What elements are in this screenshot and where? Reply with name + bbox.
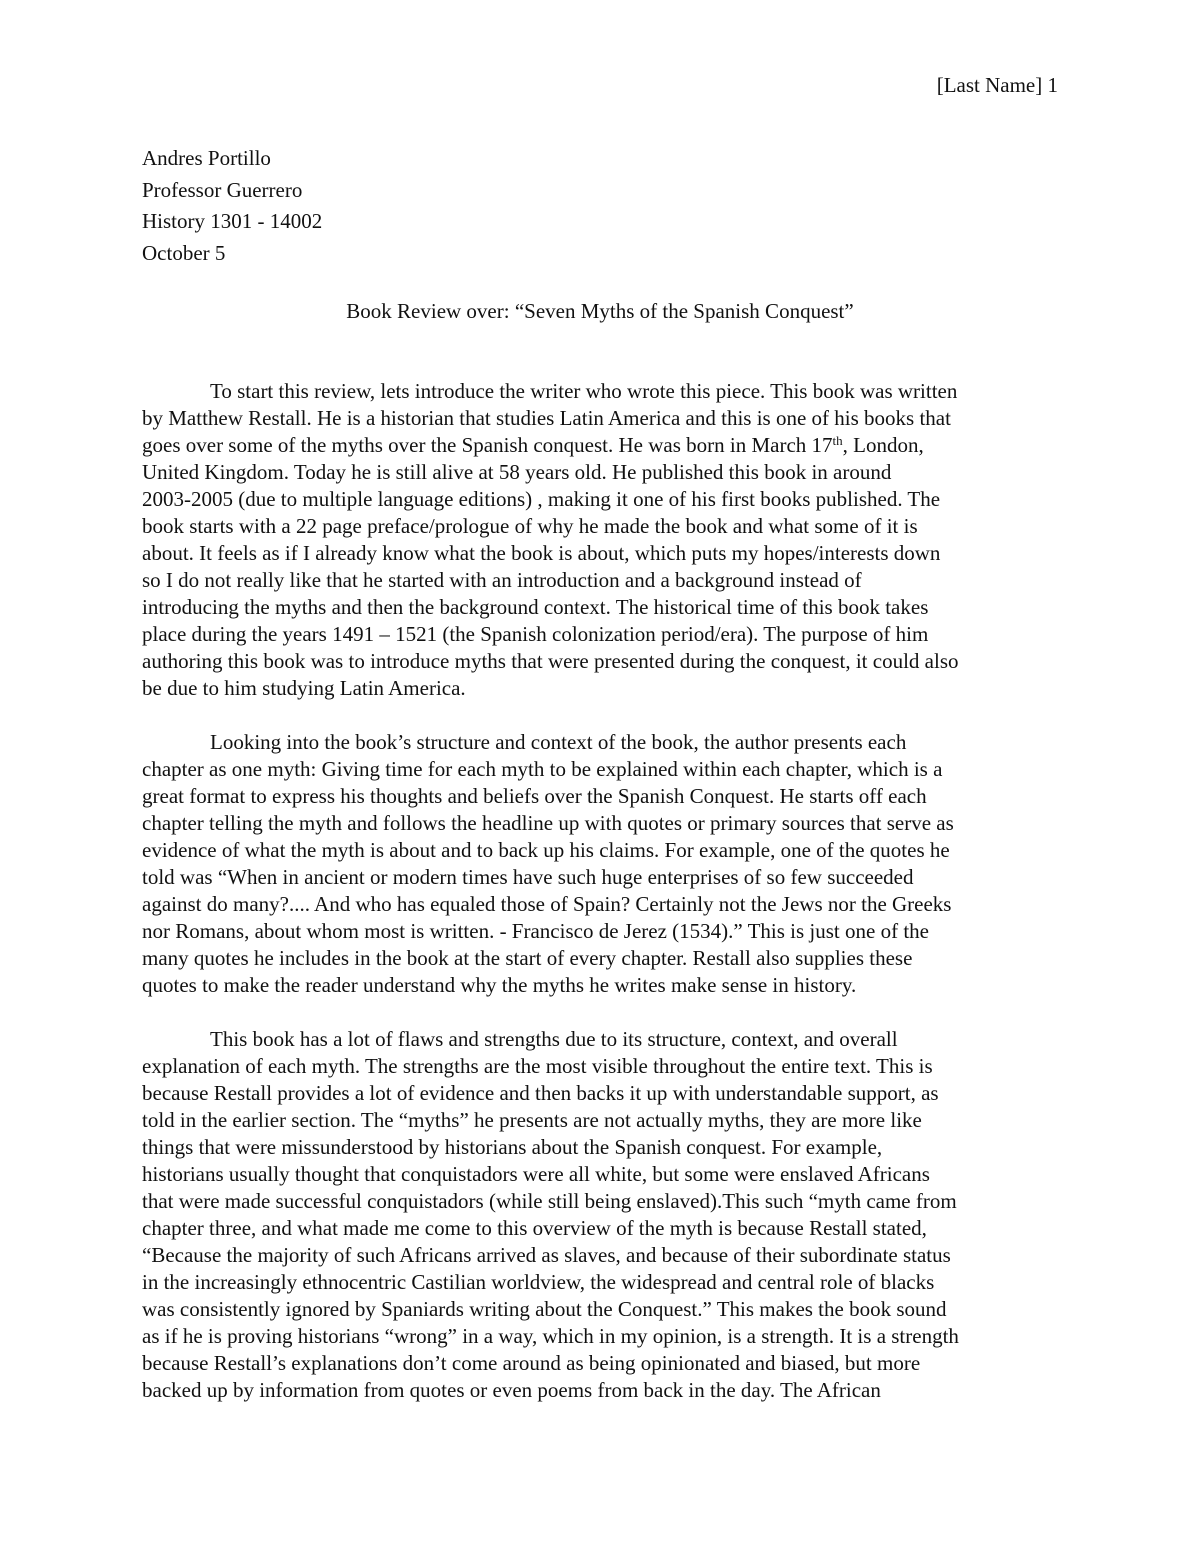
- paragraph-line: was consistently ignored by Spaniards writing about the Conquest.” This makes the book sound: [142, 1297, 947, 1321]
- paragraph-line: told in the earlier section. The “myths” he presents are not actually myths, they are more like: [142, 1108, 922, 1132]
- paragraph-line: be due to him studying Latin America.: [142, 676, 466, 700]
- submission-date: October 5: [142, 240, 226, 265]
- paragraph-line: chapter three, and what made me come to this overview of the myth is because Restall stated,: [142, 1216, 927, 1240]
- paragraph-line: chapter as one myth: Giving time for each myth to be explained within each chapter, which is a: [142, 757, 943, 781]
- paragraph-line: [142, 432, 1062, 459]
- paragraph-line-text: goes over some of the myths over the Spanish conquest. He was born in March 17: [142, 433, 833, 457]
- course-number: History 1301 - 14002: [142, 209, 323, 233]
- paragraph-line: historians usually thought that conquistadors were all white, but some were enslaved Africans: [142, 1162, 930, 1186]
- document-title: Book Review over: “Seven Myths of the Spanish Conquest”: [346, 299, 854, 323]
- paragraph-line: Looking into the book’s structure and context of the book, the author presents each: [210, 730, 907, 754]
- paragraph-line: by Matthew Restall. He is a historian that studies Latin America and this is one of his books that: [142, 406, 951, 430]
- document-body: [142, 378, 1062, 1431]
- paragraph-line: as if he is proving historians “wrong” in a way, which in my opinion, is a strength. It is a strength: [142, 1324, 959, 1348]
- paragraph-line: told was “When in ancient or modern times have such huge enterprises of so few succeeded: [142, 865, 914, 889]
- paragraph-line: United Kingdom. Today he is still alive at 58 years old. He published this book in around: [142, 460, 892, 484]
- paragraph-line: that were made successful conquistadors (while still being enslaved).This such “myth came from: [142, 1189, 957, 1213]
- paragraph-line: 2003-2005 (due to multiple language editions) , making it one of his first books published. The: [142, 487, 941, 511]
- paragraph-line: evidence of what the myth is about and to back up his claims. For example, one of the quotes he: [142, 838, 950, 862]
- paragraph-line: chapter telling the myth and follows the headline up with quotes or primary sources that serve as: [142, 811, 954, 835]
- paragraph-line: because Restall provides a lot of evidence and then backs it up with understandable support, as: [142, 1081, 939, 1105]
- paragraph-1: [142, 378, 1062, 702]
- paragraph-line: quotes to make the reader understand why the myths he writes make sense in history.: [142, 973, 857, 997]
- paragraph-line: nor Romans, about whom most is written. - Francisco de Jerez (1534).” This is just one of the: [142, 919, 929, 943]
- paragraph-line: in the increasingly ethnocentric Castilian worldview, the widespread and central role of blacks: [142, 1270, 935, 1294]
- paragraph-line: explanation of each myth. The strengths are the most visible throughout the entire text. This is: [142, 1054, 933, 1078]
- paragraph-line: things that were missunderstood by historians about the Spanish conquest. For example,: [142, 1135, 883, 1159]
- paragraph-line-text: , London,: [842, 433, 924, 457]
- paragraph-line: many quotes he includes in the book at the start of every chapter. Restall also supplies these: [142, 946, 913, 970]
- page-header: [Last Name] 1: [936, 73, 1058, 97]
- paragraph-line: because Restall’s explanations don’t come around as being opinionated and biased, but more: [142, 1351, 921, 1375]
- paragraph-line: This book has a lot of flaws and strengths due to its structure, context, and overall: [210, 1027, 898, 1051]
- paragraph-line: book starts with a 22 page preface/prologue of why he made the book and what some of it is: [142, 514, 918, 538]
- paragraph-line: place during the years 1491 – 1521 (the Spanish colonization period/era). The purpose of him: [142, 622, 929, 646]
- student-heading: [142, 143, 322, 269]
- paragraph-line: backed up by information from quotes or even poems from back in the day. The African: [142, 1378, 881, 1402]
- paragraph-line: To start this review, lets introduce the writer who wrote this piece. This book was written: [210, 379, 958, 403]
- paragraph-line: great format to express his thoughts and beliefs over the Spanish Conquest. He starts off each: [142, 784, 927, 808]
- author-name: Andres Portillo: [142, 146, 271, 170]
- paragraph-line: “Because the majority of such Africans arrived as slaves, and because of their subordinate status: [142, 1243, 951, 1267]
- paragraph-2: [142, 729, 1062, 999]
- paragraph-3: [142, 1026, 1062, 1404]
- professor-name: Professor Guerrero: [142, 177, 303, 202]
- ordinal-suffix: th: [832, 433, 843, 448]
- paragraph-line: against do many?.... And who has equaled those of Spain? Certainly not the Jews nor the Greeks: [142, 892, 952, 916]
- paragraph-line: introducing the myths and then the background context. The historical time of this book takes: [142, 595, 929, 619]
- paragraph-line: about. It feels as if I already know what the book is about, which puts my hopes/interests down: [142, 541, 941, 565]
- paragraph-line: so I do not really like that he started with an introduction and a background instead of: [142, 568, 862, 592]
- paragraph-line: authoring this book was to introduce myths that were presented during the conquest, it could also: [142, 649, 959, 673]
